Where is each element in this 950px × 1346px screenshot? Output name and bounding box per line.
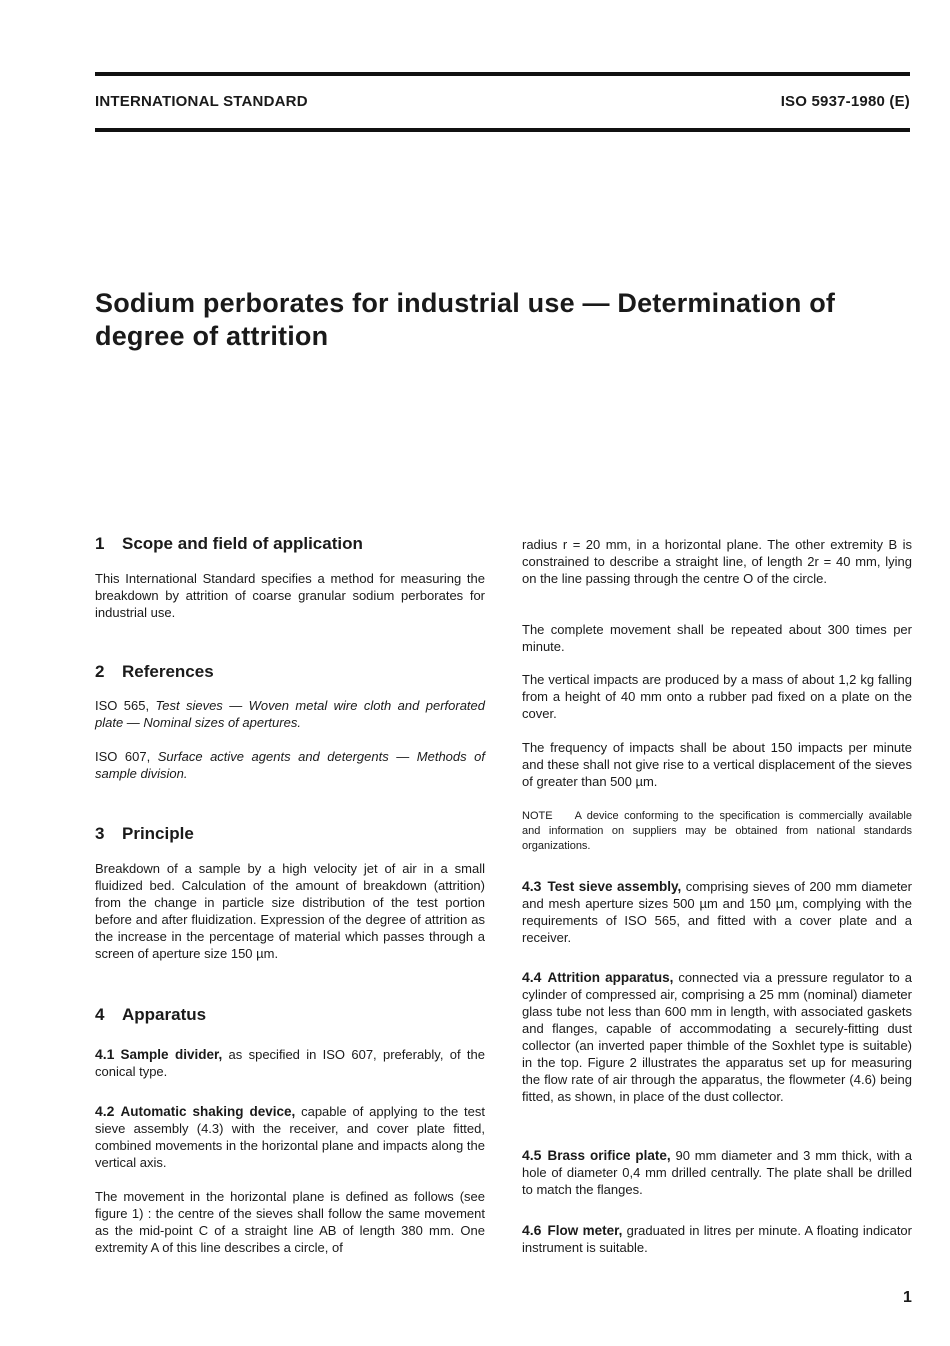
clause-text: connected via a pressure regulator to a cylinder of compressed air, comprising a 25 mm (nominal) diameter glass tube not less than 600 mm in length, with associated gaskets and flanges, capable of accommodating a securely-fitting dust collector (an inverted paper thimble of the Soxhlet type is suitable) in the top. Figure 2 illustrates the apparatus set up for measuring the flow rate of air through the apparatus, the flowmeter (4.6) being fitted, as shown, in place of the dust collector. <box>522 970 912 1104</box>
section-number: 3 <box>95 824 105 843</box>
clause-term: Sample divider, <box>120 1047 223 1062</box>
clause-term: Flow meter, <box>547 1223 623 1238</box>
section-4-heading <box>95 1005 485 1025</box>
section-title: Apparatus <box>122 1005 207 1024</box>
clause-4-4 <box>522 969 912 1105</box>
section-title: References <box>122 662 214 681</box>
reference-iso-565 <box>95 697 485 731</box>
section-number: 4 <box>95 1005 105 1024</box>
clause-number: 4.3 <box>522 878 542 894</box>
device-note <box>522 809 912 854</box>
clause-number: 4.5 <box>522 1147 542 1163</box>
clause-term: Attrition apparatus, <box>547 970 674 985</box>
section-number: 2 <box>95 662 105 681</box>
header-standard-number: ISO 5937-1980 (E) <box>780 93 910 110</box>
section-1-heading <box>95 534 485 554</box>
impact-frequency-paragraph: The frequency of impacts shall be about 150 impacts per minute and these shall not give rise to a vertical displacement of the sieves of greater than 500 µm. <box>522 740 912 789</box>
section-2-heading <box>95 662 485 682</box>
reference-iso-607 <box>95 748 485 782</box>
clause-text: 90 mm diameter and 3 mm thick, with a hole of diameter 0,4 mm drilled centrally. The plate shall be drilled to match the flanges. <box>522 1148 912 1197</box>
note-label: NOTE <box>522 810 553 822</box>
clause-term: Automatic shaking device, <box>120 1104 296 1119</box>
clause-term: Test sieve assembly, <box>547 879 682 894</box>
clause-4-6 <box>522 1222 912 1256</box>
note-text: A device conforming to the specification is commercially available and information on suppliers may be obtained from national standards organizations. <box>522 810 912 852</box>
reference-code: ISO 565, <box>95 698 150 713</box>
section-3-heading <box>95 824 485 844</box>
header-standard-type: INTERNATIONAL STANDARD <box>95 93 308 110</box>
clause-text: graduated in litres per minute. A floating indicator instrument is suitable. <box>522 1223 912 1255</box>
section-number: 1 <box>95 534 105 553</box>
clause-4-5 <box>522 1147 912 1198</box>
clause-number: 4.6 <box>522 1222 542 1238</box>
clause-term: Brass orifice plate, <box>547 1148 671 1163</box>
horizontal-movement-paragraph: The movement in the horizontal plane is defined as follows (see figure 1) : the centre of the sieves shall follow the same movement as the mid-point C of a straight line AB of length 380 mm. One extremity A of this line describes a circle, of <box>95 1189 485 1255</box>
vertical-impacts-paragraph: The vertical impacts are produced by a mass of about 1,2 kg falling from a height of 40 mm onto a rubber pad fixed on a plate on the cover. <box>522 672 912 721</box>
clause-number: 4.4 <box>522 969 542 985</box>
document-title: Sodium perborates for industrial use — Determination of degree of attrition <box>95 288 836 351</box>
section-title: Principle <box>122 824 194 843</box>
clause-4-2 <box>95 1103 485 1171</box>
clause-text: comprising sieves of 200 mm diameter and mesh aperture sizes 500 µm and 150 µm, complying with the requirements of ISO 565, and fitted with a cover plate and a receiver. <box>522 879 912 945</box>
clause-4-3 <box>522 878 912 946</box>
page-number: 1 <box>903 1289 912 1306</box>
section-title: Scope and field of application <box>122 534 363 553</box>
scope-paragraph: This International Standard specifies a method for measuring the breakdown by attrition of coarse granular sodium perborates for industrial use. <box>95 571 485 620</box>
clause-number: 4.2 <box>95 1103 115 1119</box>
clause-number: 4.1 <box>95 1046 115 1062</box>
header-rule-top <box>95 72 910 76</box>
principle-paragraph: Breakdown of a sample by a high velocity jet of air in a small fluidized bed. Calculation of the amount of breakdown (attrition) from the change in particle size distribution of the test portion before and after fluidization. Expression of the degree of attrition as the increase in the percentage of material which passes through a screen of aperture size 150 µm. <box>95 861 485 961</box>
clause-text: as specified in ISO 607, preferably, of the conical type. <box>95 1047 485 1079</box>
clause-text: capable of applying to the test sieve assembly (4.3) with the receiver, and cover plate fitted, combined movements in the horizontal plane and impacts along the vertical axis. <box>95 1104 485 1170</box>
reference-code: ISO 607, <box>95 749 151 764</box>
header-rule-bottom <box>95 128 910 132</box>
movement-frequency-paragraph: The complete movement shall be repeated about 300 times per minute. <box>522 622 912 654</box>
reference-title: Test sieves — Woven metal wire cloth and perforated plate — Nominal sizes of apertures. <box>95 698 485 730</box>
horizontal-movement-continued: radius r = 20 mm, in a horizontal plane. The other extremity B is constrained to describe a straight line, of length 2r = 40 mm, lying on the line passing through the centre O of the circle. <box>522 537 912 586</box>
reference-title: Surface active agents and detergents — Methods of sample division. <box>95 749 485 781</box>
clause-4-1 <box>95 1046 485 1080</box>
